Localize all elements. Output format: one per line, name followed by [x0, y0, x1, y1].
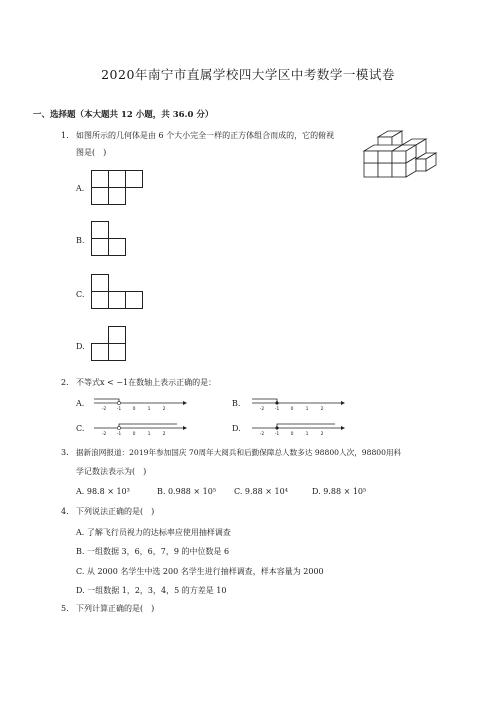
svg-text:1: 1: [305, 432, 309, 437]
q2-option-b-number-line: [250, 396, 345, 412]
page-title: 2020年南宁市直属学校四大学区中考数学一模试卷: [101, 67, 395, 82]
svg-text:-2: -2: [101, 432, 107, 437]
q3-option-b[interactable]: B. 0.988 × 10⁵: [157, 487, 217, 496]
svg-text:0: 0: [132, 432, 136, 437]
svg-text:1: 1: [147, 407, 151, 412]
q3-option-c[interactable]: C. 9.88 × 10⁴: [234, 487, 288, 496]
q1-number: 1.: [61, 131, 69, 140]
svg-text:-1: -1: [274, 407, 280, 412]
q3-line1: 据新浪网报道：2019年参加国庆 70周年大阅兵和后勤保障总人数多达 98800人次，98800用科: [76, 448, 402, 457]
q3-option-a[interactable]: A. 98.8 × 10³: [76, 487, 130, 496]
svg-text:1: 1: [147, 432, 151, 437]
q2-option-c-number-line: [92, 421, 187, 437]
q3-number: 3.: [61, 448, 69, 457]
q2-number: 2.: [61, 378, 69, 387]
q4-option-a[interactable]: A. 了解飞行员视力的达标率应使用抽样调查: [76, 528, 231, 537]
q2-option-c-label[interactable]: C.: [76, 424, 85, 433]
svg-text:-2: -2: [259, 432, 265, 437]
q1-line1: 如图所示的几何体是由 6 个大小完全一样的正方体组合而成的，它的俯视: [76, 131, 335, 140]
q2-option-a-label[interactable]: A.: [76, 399, 85, 408]
svg-text:2: 2: [162, 407, 166, 412]
q2-option-d-label[interactable]: D.: [232, 424, 241, 433]
q3-line2: 学记数法表示为( ): [76, 467, 147, 476]
q1-line2: 图是( ): [76, 148, 107, 157]
section-heading: 一、选择题（本大题共 12 小题，共 36.0 分）: [33, 110, 214, 120]
q2-text: 不等式x < −1在数轴上表示正确的是：: [76, 378, 217, 387]
q1-option-a-label[interactable]: A.: [76, 184, 85, 193]
svg-text:2: 2: [320, 432, 324, 437]
svg-text:-1: -1: [116, 432, 122, 437]
solid-figure: [362, 127, 438, 189]
svg-text:-1: -1: [116, 407, 122, 412]
svg-text:-2: -2: [101, 407, 107, 412]
q4-option-d[interactable]: D. 一组数据 1，2，3，4，5 的方差是 10: [76, 586, 227, 595]
q1-option-c-label[interactable]: C.: [76, 290, 85, 299]
svg-text:1: 1: [305, 407, 309, 412]
q4-option-b[interactable]: B. 一组数据 3，6，6，7，9 的中位数是 6: [76, 547, 230, 556]
q2-option-b-label[interactable]: B.: [232, 399, 241, 408]
q1-option-b-label[interactable]: B.: [76, 236, 85, 245]
svg-text:2: 2: [162, 432, 166, 437]
svg-text:2: 2: [320, 407, 324, 412]
q5-number: 5.: [61, 604, 69, 613]
q2-option-d-number-line: [250, 421, 345, 437]
svg-text:0: 0: [132, 407, 136, 412]
svg-text:0: 0: [290, 407, 294, 412]
q2-option-a-number-line: [92, 396, 187, 412]
svg-text:0: 0: [290, 432, 294, 437]
svg-text:-2: -2: [259, 407, 265, 412]
q3-option-d[interactable]: D. 9.88 × 10⁵: [312, 487, 367, 496]
q4-number: 4.: [61, 507, 69, 516]
svg-text:-1: -1: [274, 432, 280, 437]
q4-option-c[interactable]: C. 从 2000 名学生中选 200 名学生进行抽样调查，样本容量为 2000: [76, 567, 324, 576]
q5-text: 下列计算正确的是( ): [76, 604, 155, 613]
q4-text: 下列说法正确的是( ): [76, 507, 155, 516]
q1-option-d-label[interactable]: D.: [76, 342, 85, 351]
